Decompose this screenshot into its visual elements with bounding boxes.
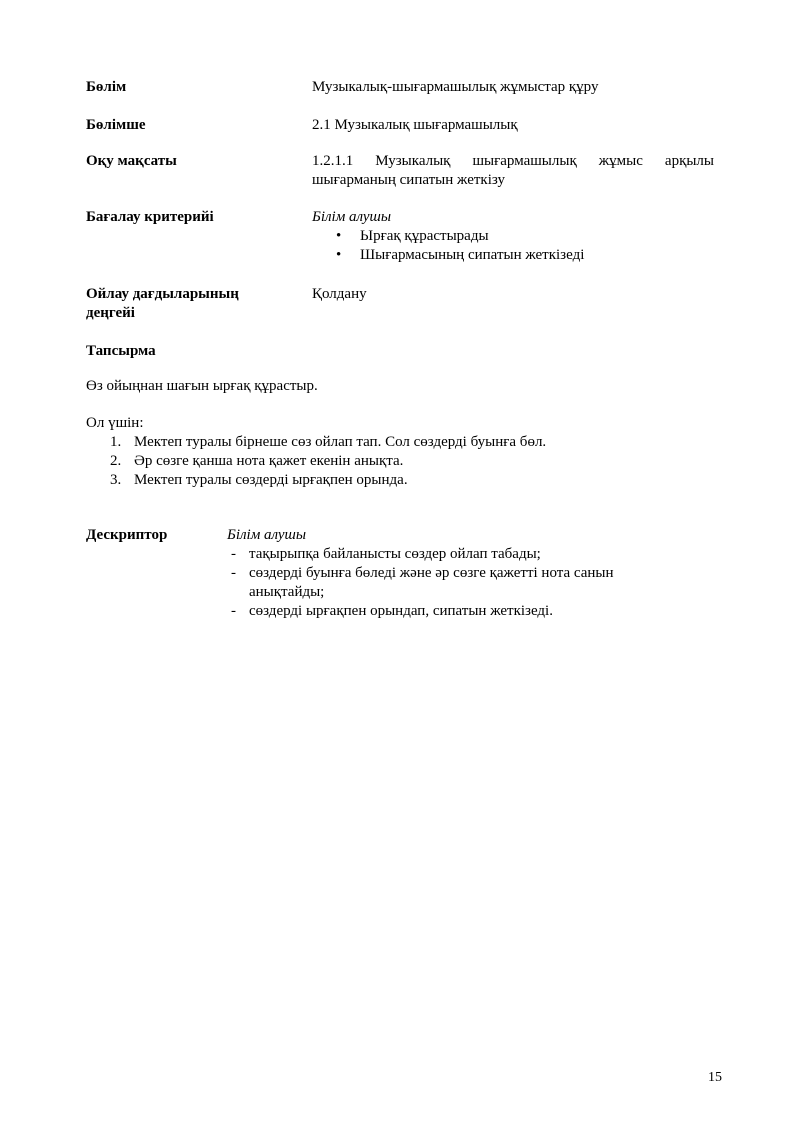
task-step-text: Әр сөзге қанша нота қажет екенін анықта. — [134, 453, 404, 469]
descriptor-item: - тақырыпқа байланысты сөздер ойлап табады; — [227, 545, 657, 564]
task-step-number: 2. — [110, 453, 122, 469]
subsection-label: Бөлімше — [86, 117, 146, 133]
descriptor-intro: Білім алушы — [227, 527, 307, 543]
objective-line-2: шығарманың сипатын жеткізу — [312, 172, 505, 188]
task-step-number: 3. — [110, 472, 122, 488]
criteria-block — [312, 208, 584, 265]
thinking-label-line-1: Ойлау дағдыларының — [86, 286, 239, 302]
task-step-text: Мектеп туралы бірнеше сөз ойлап тап. Сол сөздерді буынға бөл. — [134, 434, 547, 450]
task-heading: Тапсырма — [86, 343, 156, 359]
objective-line-1: 1.2.1.1 Музыкалық шығармашылық жұмыс арқылы — [312, 153, 714, 169]
page-number: 15 — [708, 1070, 722, 1085]
section-label: Бөлім — [86, 79, 127, 95]
descriptor-list — [227, 545, 657, 621]
section-value: Музыкалық-шығармашылық жұмыстар құру — [312, 79, 599, 95]
descriptor-block — [227, 526, 657, 621]
task-intro: Ол үшін: — [86, 415, 144, 431]
criteria-item: • Ырғақ құрастырады — [312, 227, 584, 246]
task-step — [86, 471, 546, 490]
descriptor-label: Дескриптор — [86, 527, 168, 543]
thinking-label-line-2: деңгейі — [86, 305, 135, 321]
thinking-value: Қолдану — [312, 286, 367, 302]
descriptor-item: - сөздерді буынға бөледі және әр сөзге қажетті нота санын анықтайды; — [227, 564, 657, 602]
criteria-label: Бағалау критерийі — [86, 209, 214, 225]
task-step-text: Мектеп туралы сөздерді ырғақпен орында. — [134, 472, 408, 488]
task-steps — [86, 433, 546, 490]
subsection-value: 2.1 Музыкалық шығармашылық — [312, 117, 518, 133]
criteria-item: • Шығармасының сипатын жеткізеді — [312, 246, 584, 265]
descriptor-item: - сөздерді ырғақпен орындап, сипатын жеткізеді. — [227, 602, 657, 621]
task-step — [86, 433, 546, 452]
thinking-label — [86, 285, 239, 323]
task-text: Өз ойыңнан шағын ырғақ құрастыр. — [86, 378, 318, 394]
criteria-intro: Білім алушы — [312, 209, 392, 225]
objective-label: Оқу мақсаты — [86, 153, 177, 169]
criteria-list — [312, 227, 584, 265]
task-steps-block — [86, 414, 546, 490]
task-step-number: 1. — [110, 434, 122, 450]
task-step — [86, 452, 546, 471]
